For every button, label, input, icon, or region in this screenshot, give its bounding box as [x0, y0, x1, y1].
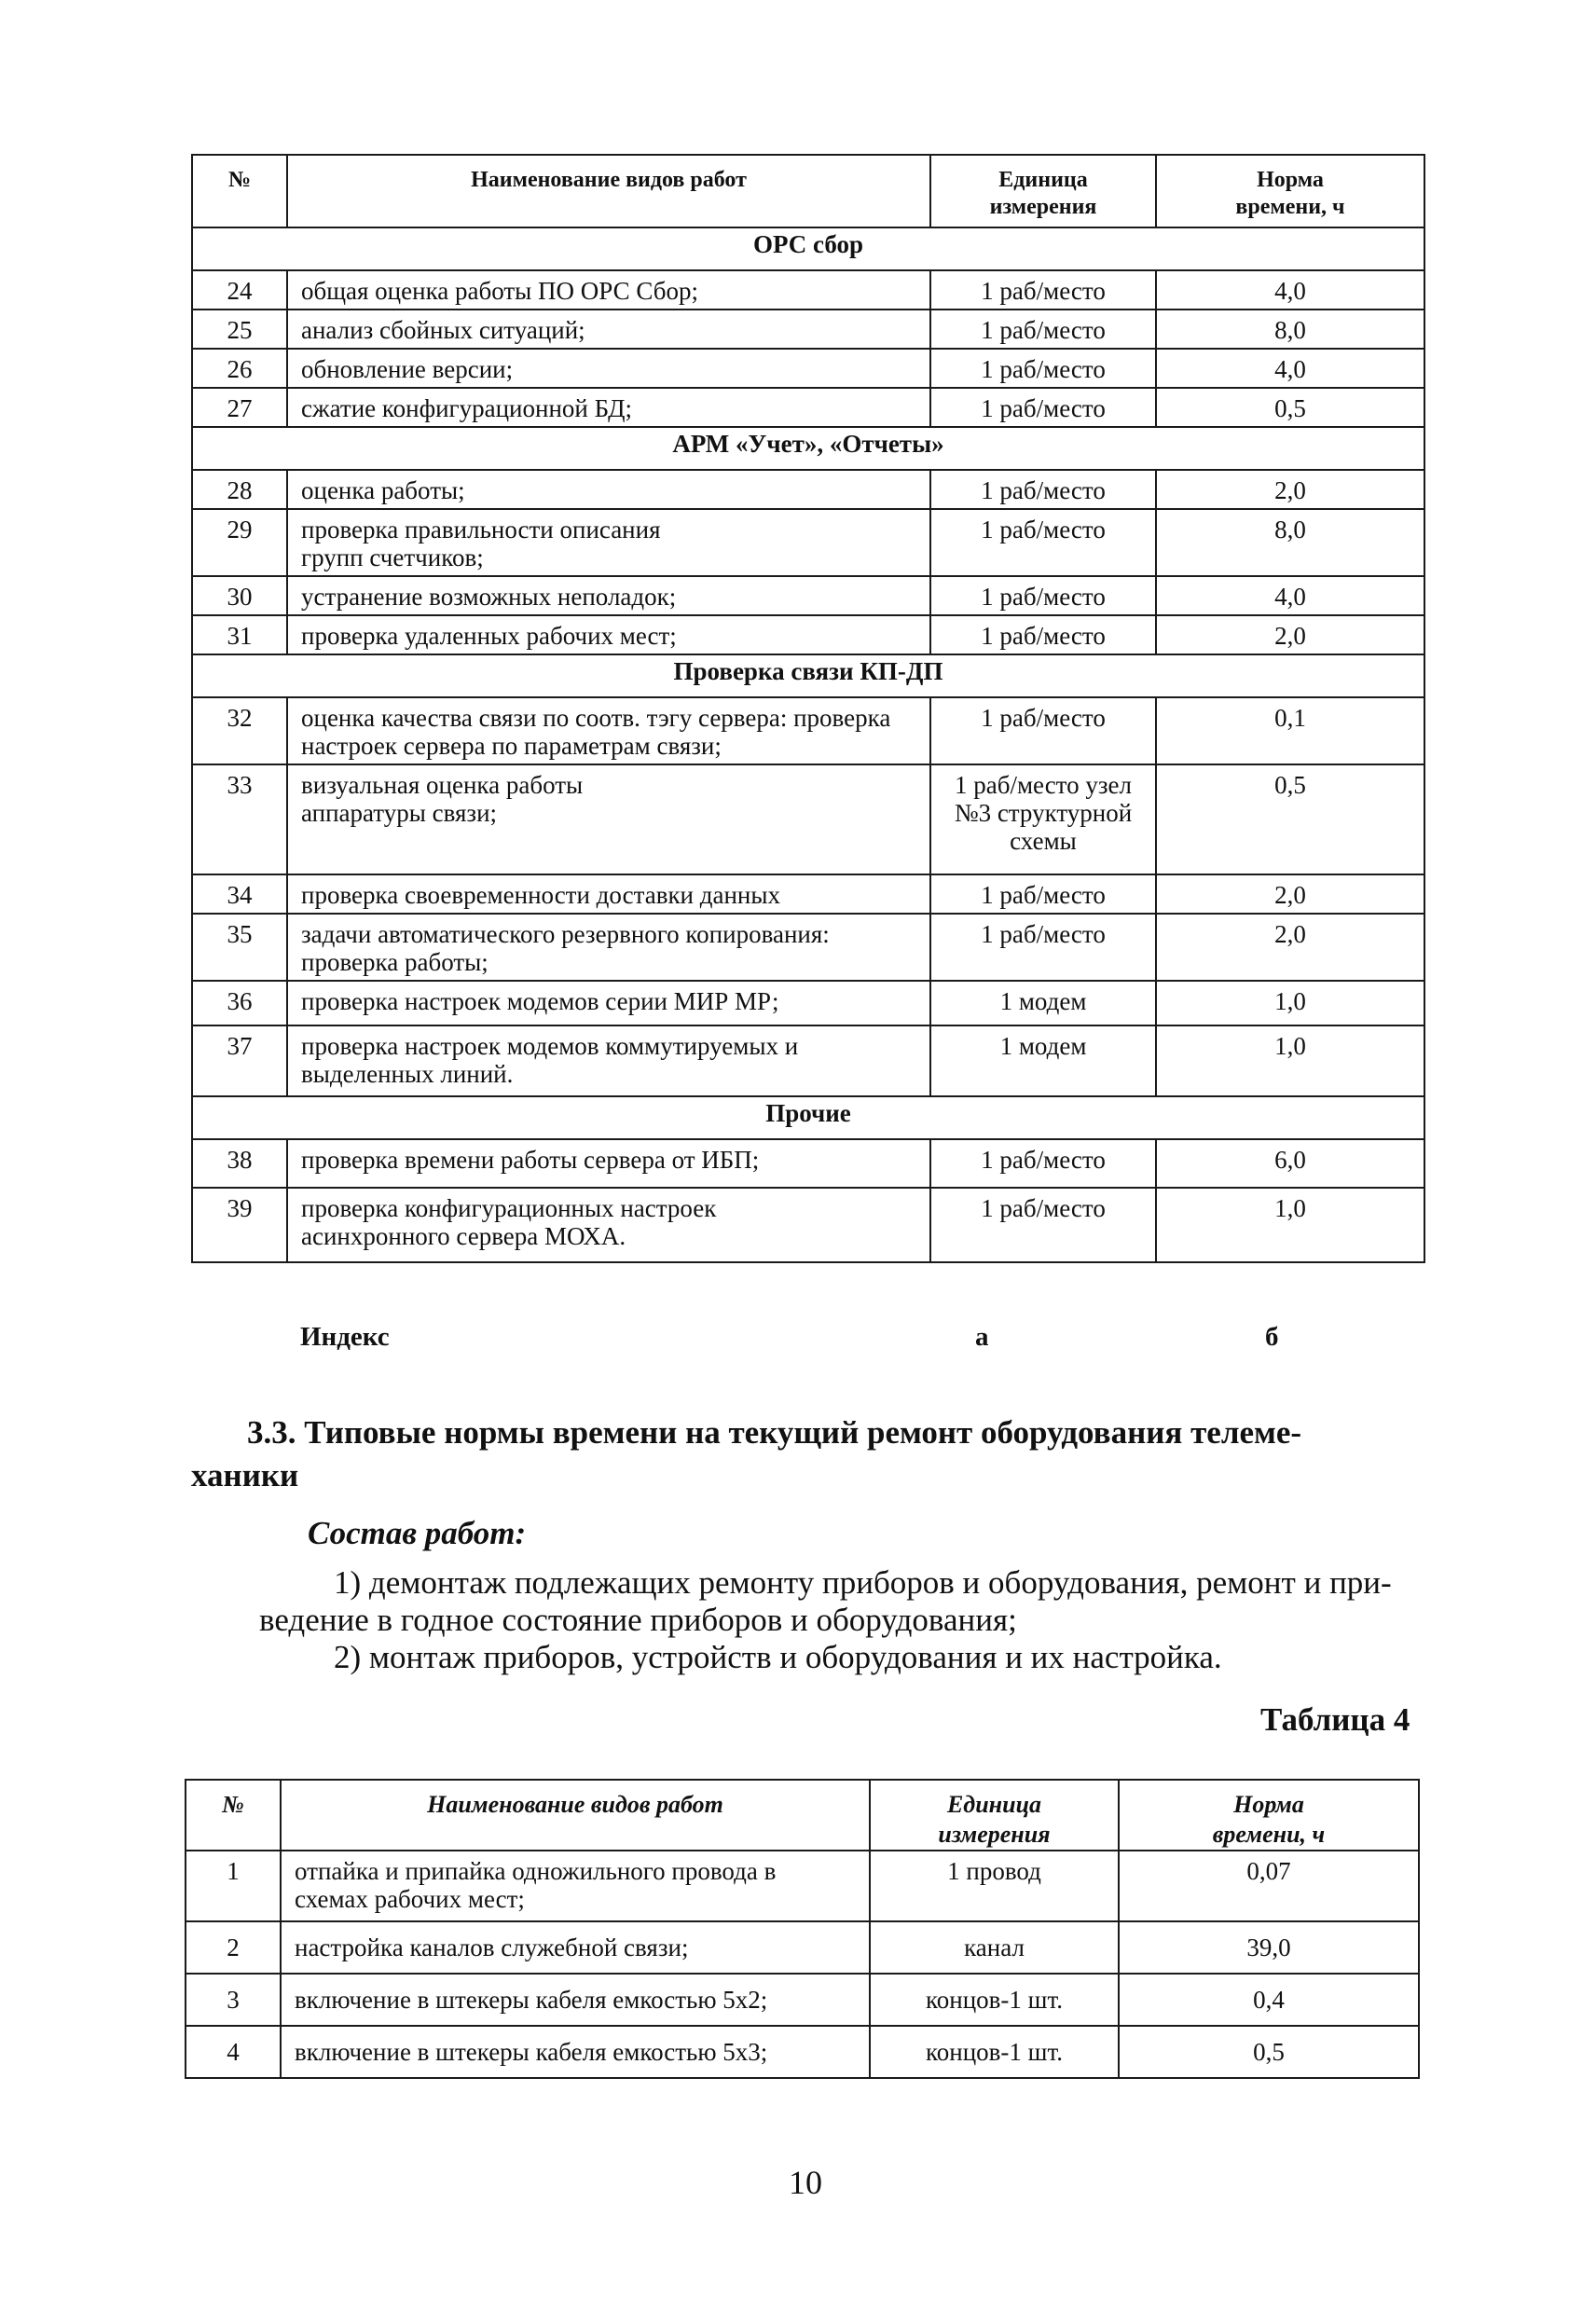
table-row: [186, 1974, 1419, 2026]
row-norm: 39,0: [1119, 1921, 1419, 1974]
row-num: 36: [192, 981, 287, 1025]
row-num: 27: [192, 388, 287, 427]
section-title: ОРС сбор: [192, 227, 1424, 270]
row-norm: 8,0: [1156, 310, 1424, 349]
row-unit: 1 раб/место: [930, 310, 1156, 349]
header-name: Наименование видов работ: [287, 155, 930, 227]
row-num: 39: [192, 1188, 287, 1262]
row-num: 29: [192, 509, 287, 576]
row-unit: 1 раб/место: [930, 1188, 1156, 1262]
row-name: оценка качества связи по соотв. тэгу сервера: проверка настроек сервера по параметрам связи;: [287, 697, 930, 764]
composition-title: Состав работ:: [308, 1515, 527, 1551]
table-4-label: Таблица 4: [1260, 1701, 1410, 1738]
section-title: АРМ «Учет», «Отчеты»: [192, 427, 1424, 470]
row-norm: 2,0: [1156, 615, 1424, 654]
header-unit-line2: измерения: [989, 195, 1097, 219]
composition-item-1-line1: 1) демонтаж подлежащих ремонту приборов и оборудования, ремонт и при-: [334, 1564, 1392, 1601]
row-unit: 1 раб/место: [930, 1139, 1156, 1188]
row-unit: 1 раб/место: [930, 470, 1156, 509]
row-norm: 0,5: [1156, 764, 1424, 874]
table-row: [192, 697, 1424, 764]
row-name: устранение возможных неполадок;: [287, 576, 930, 615]
page-number: 10: [789, 2164, 822, 2201]
row-unit: 1 раб/место: [930, 388, 1156, 427]
composition-item-2: 2) монтаж приборов, устройств и оборудования и их настройка.: [334, 1639, 1222, 1675]
table-header-row: [192, 155, 1424, 227]
index-b: б: [1265, 1322, 1279, 1352]
row-num: 24: [192, 270, 287, 310]
table-header-row: [186, 1780, 1419, 1851]
table-row: [186, 2026, 1419, 2078]
row-norm: 2,0: [1156, 470, 1424, 509]
row-num: 33: [192, 764, 287, 874]
index-a: а: [975, 1322, 989, 1352]
header-unit-line1: Единица: [998, 168, 1088, 192]
header-unit: [870, 1780, 1119, 1851]
row-name: задачи автоматического резервного копирования: проверка работы;: [287, 914, 930, 981]
row-name: визуальная оценка работы аппаратуры связи;: [287, 764, 930, 874]
row-unit: 1 раб/место: [930, 914, 1156, 981]
header-num: №: [192, 155, 287, 227]
header-norm-line2: времени, ч: [1212, 1821, 1326, 1848]
row-norm: 1,0: [1156, 981, 1424, 1025]
row-unit: концов-1 шт.: [870, 1974, 1119, 2026]
row-name: включение в штекеры кабеля емкостью 5х3;: [281, 2026, 870, 2078]
row-unit: 1 провод: [870, 1851, 1119, 1921]
norms-table-continued: [191, 154, 1425, 1263]
row-unit: 1 раб/место: [930, 615, 1156, 654]
header-norm-line1: Норма: [1233, 1791, 1304, 1818]
row-name: отпайка и припайка одножильного провода в схемах рабочих мест;: [281, 1851, 870, 1921]
row-num: 4: [186, 2026, 281, 2078]
composition-item-1-line2: ведение в годное состояние приборов и оборудования;: [259, 1602, 1017, 1638]
table-row: [192, 310, 1424, 349]
section-row: [192, 227, 1424, 270]
row-unit: 1 раб/место: [930, 576, 1156, 615]
table-row: [192, 615, 1424, 654]
row-num: 30: [192, 576, 287, 615]
row-num: 37: [192, 1025, 287, 1096]
section-heading: 3.3. Типовые нормы времени на текущий ремонт оборудования телеме-: [247, 1414, 1302, 1451]
header-num: №: [186, 1780, 281, 1851]
row-name: проверка настроек модемов коммутируемых и выделенных линий.: [287, 1025, 930, 1096]
row-num: 1: [186, 1851, 281, 1921]
row-name: проверка времени работы сервера от ИБП;: [287, 1139, 930, 1188]
table-row: [192, 981, 1424, 1025]
row-norm: 0,5: [1156, 388, 1424, 427]
section-title: Прочие: [192, 1096, 1424, 1139]
header-unit-line2: измерения: [938, 1821, 1051, 1848]
table-row: [192, 874, 1424, 914]
row-norm: 4,0: [1156, 270, 1424, 310]
row-norm: 2,0: [1156, 914, 1424, 981]
header-name: Наименование видов работ: [281, 1780, 870, 1851]
table-row: [192, 1139, 1424, 1188]
row-name: проверка своевременности доставки данных: [287, 874, 930, 914]
header-unit-line1: Единица: [946, 1791, 1042, 1818]
row-name: проверка конфигурационных настроек асинхронного сервера МОХА.: [287, 1188, 930, 1262]
table-row: [192, 388, 1424, 427]
row-name: проверка удаленных рабочих мест;: [287, 615, 930, 654]
row-name: анализ сбойных ситуаций;: [287, 310, 930, 349]
repair-norms-table: [185, 1779, 1420, 2079]
row-num: 26: [192, 349, 287, 388]
header-norm: [1119, 1780, 1419, 1851]
row-norm: 8,0: [1156, 509, 1424, 576]
section-heading-continuation: ханики: [191, 1457, 299, 1493]
row-num: 3: [186, 1974, 281, 2026]
row-name: настройка каналов служебной связи;: [281, 1921, 870, 1974]
header-norm: [1156, 155, 1424, 227]
row-name: обновление версии;: [287, 349, 930, 388]
section-title: Проверка связи КП-ДП: [192, 654, 1424, 697]
row-name: включение в штекеры кабеля емкостью 5х2;: [281, 1974, 870, 2026]
row-num: 25: [192, 310, 287, 349]
row-num: 32: [192, 697, 287, 764]
row-num: 35: [192, 914, 287, 981]
table-row: [192, 470, 1424, 509]
row-unit: 1 раб/место узел №3 структурной схемы: [930, 764, 1156, 874]
table-row: [192, 270, 1424, 310]
row-unit: 1 модем: [930, 1025, 1156, 1096]
table-row: [192, 349, 1424, 388]
table-row: [186, 1921, 1419, 1974]
header-norm-line2: времени, ч: [1235, 195, 1345, 219]
row-num: 28: [192, 470, 287, 509]
table-row: [192, 509, 1424, 576]
row-unit: 1 раб/место: [930, 874, 1156, 914]
table-row: [192, 764, 1424, 874]
table-row: [192, 914, 1424, 981]
row-name: сжатие конфигурационной БД;: [287, 388, 930, 427]
row-name: оценка работы;: [287, 470, 930, 509]
row-norm: 1,0: [1156, 1025, 1424, 1096]
section-row: [192, 1096, 1424, 1139]
row-unit: концов-1 шт.: [870, 2026, 1119, 2078]
index-label: Индекс: [300, 1322, 390, 1352]
row-unit: 1 раб/место: [930, 509, 1156, 576]
table-row: [192, 1025, 1424, 1096]
row-name: общая оценка работы ПО ОРС Сбор;: [287, 270, 930, 310]
row-unit: 1 раб/место: [930, 697, 1156, 764]
row-norm: 4,0: [1156, 349, 1424, 388]
header-unit: [930, 155, 1156, 227]
table-row: [186, 1851, 1419, 1921]
row-norm: 0,07: [1119, 1851, 1419, 1921]
row-norm: 6,0: [1156, 1139, 1424, 1188]
row-num: 38: [192, 1139, 287, 1188]
row-norm: 4,0: [1156, 576, 1424, 615]
row-norm: 2,0: [1156, 874, 1424, 914]
table-row: [192, 1188, 1424, 1262]
row-name: проверка правильности описания групп счетчиков;: [287, 509, 930, 576]
row-num: 31: [192, 615, 287, 654]
row-norm: 0,1: [1156, 697, 1424, 764]
row-norm: 0,5: [1119, 2026, 1419, 2078]
row-unit: 1 раб/место: [930, 349, 1156, 388]
row-unit: канал: [870, 1921, 1119, 1974]
section-row: [192, 654, 1424, 697]
row-num: 2: [186, 1921, 281, 1974]
section-row: [192, 427, 1424, 470]
table-row: [192, 576, 1424, 615]
row-norm: 0,4: [1119, 1974, 1419, 2026]
row-norm: 1,0: [1156, 1188, 1424, 1262]
row-name: проверка настроек модемов серии МИР МР;: [287, 981, 930, 1025]
row-unit: 1 раб/место: [930, 270, 1156, 310]
row-unit: 1 модем: [930, 981, 1156, 1025]
row-num: 34: [192, 874, 287, 914]
header-norm-line1: Норма: [1257, 168, 1324, 192]
